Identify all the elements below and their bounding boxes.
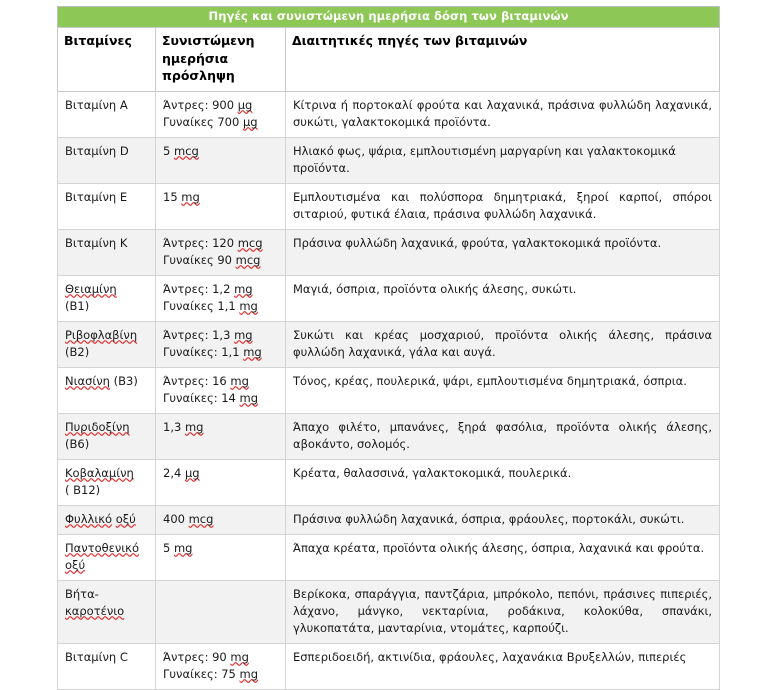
column-header-intake-line-1: Συνιστώμενη xyxy=(162,33,255,48)
table-header-row xyxy=(58,28,720,92)
table-title-row xyxy=(58,7,720,28)
cell-daily-intake xyxy=(156,321,286,367)
cell-vitamin-name xyxy=(58,459,156,505)
vitamin-name-line-2: (Β6) xyxy=(65,436,90,451)
cell-dietary-sources: Εμπλουτισμένα και πολύσπορα δημητριακά, ξηροί καρποί, σπόροι σιταριού, φυτικά έλαια, πράσινα φυλλώδη λαχανικά. xyxy=(286,183,720,229)
cell-vitamin-name xyxy=(58,91,156,137)
cell-dietary-sources: Άπαχα κρέατα, προϊόντα ολικής άλεσης, όσπρια, λαχανικά και φρούτα. xyxy=(286,534,720,580)
cell-dietary-sources: Πράσινα φυλλώδη λαχανικά, όσπρια, φράουλες, πορτοκάλι, συκώτι. xyxy=(286,505,720,534)
table-row xyxy=(58,183,720,229)
cell-daily-intake xyxy=(156,580,286,643)
daily-intake-line-2: Γυναίκες: 1,1 mg xyxy=(163,344,262,359)
cell-vitamin-name xyxy=(58,137,156,183)
cell-daily-intake xyxy=(156,459,286,505)
vitamin-name-line-1: Κοβαλαμίνη xyxy=(65,465,134,480)
daily-intake-line-1: Άντρες: 1,3 mg xyxy=(163,327,253,342)
vitamin-name-line-1: Βιταμίνη Ε xyxy=(65,189,128,204)
cell-dietary-sources: Ηλιακό φως, ψάρια, εμπλουτισμένη μαργαρίνη και γαλακτοκομικά προϊόντα. xyxy=(286,137,720,183)
cell-daily-intake xyxy=(156,413,286,459)
table-row xyxy=(58,580,720,643)
cell-vitamin-name xyxy=(58,534,156,580)
cell-daily-intake xyxy=(156,367,286,413)
vitamin-name-line-2: οξύ xyxy=(65,557,86,572)
table-row xyxy=(58,367,720,413)
daily-intake-line-2: Γυναίκες: 75 mg xyxy=(163,666,259,681)
daily-intake-line-1: Άντρες: 16 mg xyxy=(163,373,249,388)
cell-vitamin-name xyxy=(58,643,156,689)
cell-vitamin-name xyxy=(58,505,156,534)
column-header-vitamins: Βιταμίνες xyxy=(58,28,156,92)
daily-intake-line-1: 2,4 μg xyxy=(163,465,200,480)
cell-daily-intake xyxy=(156,505,286,534)
daily-intake-line-2: Γυναίκες 1,1 mg xyxy=(163,298,258,313)
cell-vitamin-name xyxy=(58,580,156,643)
table-row xyxy=(58,643,720,689)
vitamin-name-line-1: Βιταμίνη D xyxy=(65,143,129,158)
daily-intake-line-1: 1,3 mg xyxy=(163,419,204,434)
cell-daily-intake xyxy=(156,91,286,137)
table-row xyxy=(58,137,720,183)
vitamin-name-line-1: Νιασίνη (Β3) xyxy=(65,373,138,388)
vitamin-table xyxy=(57,6,720,690)
cell-vitamin-name xyxy=(58,367,156,413)
table-row xyxy=(58,459,720,505)
daily-intake-line-2: Γυναίκες 90 mcg xyxy=(163,252,261,267)
cell-dietary-sources: Βερίκοκα, σπαράγγια, παντζάρια, μπρόκολο, πεπόνι, πράσινες πιπεριές, λάχανο, μάνγκο, νεκταρίνια, ροδάκινα, κολοκύθα, σπανάκι, γλυκοπατάτα, μανταρίνια, ντομάτες, καρπούζι. xyxy=(286,580,720,643)
cell-dietary-sources: Κίτρινα ή πορτοκαλί φρούτα και λαχανικά, πράσινα φυλλώδη λαχανικά, συκώτι, γαλακτοκομικά προϊόντα. xyxy=(286,91,720,137)
daily-intake-line-1: Άντρες: 900 μg xyxy=(163,97,253,112)
daily-intake-line-2: Γυναίκες: 14 mg xyxy=(163,390,259,405)
daily-intake-line-1: 400 mcg xyxy=(163,511,214,526)
vitamin-name-line-1: Βιταμίνη C xyxy=(65,649,128,664)
daily-intake-line-1: 5 mcg xyxy=(163,143,199,158)
cell-dietary-sources: Άπαχο φιλέτο, μπανάνες, ξηρά φασόλια, προϊόντα ολικής άλεσης, αβοκάντο, σολομός. xyxy=(286,413,720,459)
cell-dietary-sources: Τόνος, κρέας, πουλερικά, ψάρι, εμπλουτισμένα δημητριακά, όσπρια. xyxy=(286,367,720,413)
cell-daily-intake xyxy=(156,534,286,580)
column-header-intake xyxy=(156,28,286,92)
daily-intake-line-1: Άντρες: 90 mg xyxy=(163,649,249,664)
vitamin-name-line-1: Πυριδοξίνη xyxy=(65,419,130,434)
vitamin-name-line-2: (Β1) xyxy=(65,298,90,313)
vitamin-name-line-1: Βιταμίνη Α xyxy=(65,97,128,112)
cell-vitamin-name xyxy=(58,183,156,229)
cell-daily-intake xyxy=(156,229,286,275)
cell-dietary-sources: Μαγιά, όσπρια, προϊόντα ολικής άλεσης, συκώτι. xyxy=(286,275,720,321)
cell-dietary-sources: Εσπεριδοειδή, ακτινίδια, φράουλες, λαχανάκια Βρυξελλών, πιπεριές xyxy=(286,643,720,689)
cell-dietary-sources: Πράσινα φυλλώδη λαχανικά, φρούτα, γαλακτοκομικά προϊόντα. xyxy=(286,229,720,275)
cell-daily-intake xyxy=(156,137,286,183)
vitamin-name-line-2: ( Β12) xyxy=(65,482,101,497)
table-body xyxy=(58,91,720,689)
cell-daily-intake xyxy=(156,183,286,229)
daily-intake-line-2: Γυναίκες 700 μg xyxy=(163,114,258,129)
table-title: Πηγές και συνιστώμενη ημερήσια δόση των βιταμινών xyxy=(58,7,720,28)
column-header-intake-line-3: πρόσληψη xyxy=(162,68,235,83)
table-row xyxy=(58,413,720,459)
vitamin-name-line-1: Παντοθενικό xyxy=(65,540,139,555)
table-row xyxy=(58,91,720,137)
cell-dietary-sources: Κρέατα, θαλασσινά, γαλακτοκομικά, πουλερικά. xyxy=(286,459,720,505)
daily-intake-line-1: Άντρες: 1,2 mg xyxy=(163,281,253,296)
cell-daily-intake xyxy=(156,275,286,321)
table-row xyxy=(58,229,720,275)
cell-vitamin-name xyxy=(58,275,156,321)
vitamin-name-line-2: (Β2) xyxy=(65,344,90,359)
cell-daily-intake xyxy=(156,643,286,689)
vitamin-table-container xyxy=(57,6,719,690)
daily-intake-line-1: 15 mg xyxy=(163,189,200,204)
daily-intake-line-1: 5 mg xyxy=(163,540,193,555)
vitamin-name-line-1: Ριβοφλαβίνη xyxy=(65,327,138,342)
cell-dietary-sources: Συκώτι και κρέας μοσχαριού, προϊόντα ολικής άλεσης, πράσινα φυλλώδη λαχανικά, γάλα και αυγά. xyxy=(286,321,720,367)
vitamin-name-line-1: Βιταμίνη Κ xyxy=(65,235,128,250)
vitamin-name-line-2: καροτένιο xyxy=(65,603,125,618)
table-row xyxy=(58,505,720,534)
vitamin-name-line-1: Θειαμίνη xyxy=(65,281,117,296)
column-header-sources: Διαιτητικές πηγές των βιταμινών xyxy=(286,28,720,92)
cell-vitamin-name xyxy=(58,321,156,367)
vitamin-name-line-1: Βήτα- xyxy=(65,586,99,601)
table-row xyxy=(58,321,720,367)
table-row xyxy=(58,275,720,321)
column-header-intake-line-2: ημερήσια xyxy=(162,50,229,66)
cell-vitamin-name xyxy=(58,413,156,459)
table-row xyxy=(58,534,720,580)
vitamin-name-line-1: Φυλλικό οξύ xyxy=(65,511,136,526)
table-head xyxy=(58,7,720,92)
cell-vitamin-name xyxy=(58,229,156,275)
daily-intake-line-1: Άντρες: 120 mcg xyxy=(163,235,263,250)
